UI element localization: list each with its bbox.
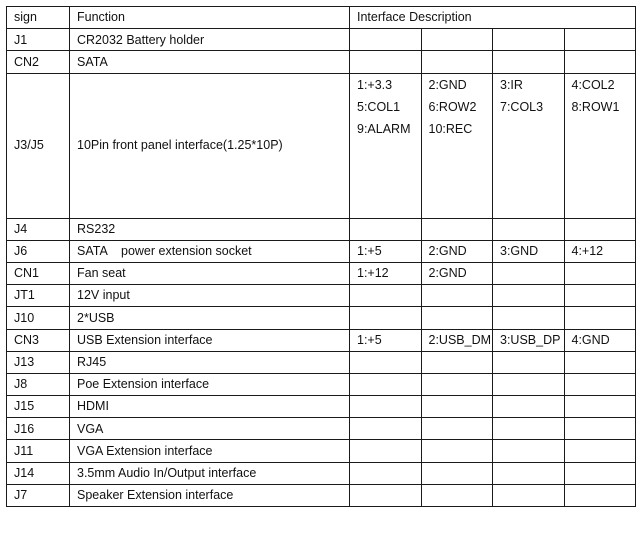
row-sign: CN3 (7, 329, 70, 351)
pin-cell (421, 29, 493, 51)
pin-cell (421, 462, 493, 484)
pin-cell (350, 440, 422, 462)
pin-label: 10:REC (428, 121, 473, 136)
row-function: USB Extension interface (70, 329, 350, 351)
table-row (7, 396, 636, 418)
pin-cell (421, 373, 493, 395)
row-function: CR2032 Battery holder (70, 29, 350, 51)
pin-cell (421, 285, 493, 307)
pin-column (421, 73, 493, 218)
row-sign: J10 (7, 307, 70, 329)
pin-label: 8:ROW1 (571, 99, 620, 114)
pin-cell: 2:GND (421, 262, 493, 284)
pin-cell (564, 484, 636, 506)
row-function: 12V input (70, 285, 350, 307)
pin-cell (493, 484, 565, 506)
pin-cell: 1:+5 (350, 240, 422, 262)
row-function: 10Pin front panel interface(1.25*10P) (70, 73, 350, 218)
row-sign: JT1 (7, 285, 70, 307)
pin-label: 1:+3.3 (357, 77, 393, 92)
table-row (7, 484, 636, 506)
pin-cell (421, 307, 493, 329)
pin-column (564, 73, 636, 218)
pin-cell (493, 218, 565, 240)
row-function: RS232 (70, 218, 350, 240)
pin-cell (493, 29, 565, 51)
row-function: Speaker Extension interface (70, 484, 350, 506)
pin-cell (493, 262, 565, 284)
pin-cell (350, 285, 422, 307)
pin-cell (350, 396, 422, 418)
pin-cell (564, 440, 636, 462)
pin-cell: 2:USB_DM (421, 329, 493, 351)
row-function: Fan seat (70, 262, 350, 284)
table-row (7, 418, 636, 440)
pin-cell (421, 51, 493, 73)
pin-cell: 1:+5 (350, 329, 422, 351)
pin-label: 9:ALARM (357, 121, 411, 136)
pin-cell (350, 29, 422, 51)
row-function: 2*USB (70, 307, 350, 329)
pin-cell (564, 51, 636, 73)
table-row (7, 51, 636, 73)
pin-cell (564, 396, 636, 418)
pin-cell (421, 440, 493, 462)
interface-table (6, 6, 636, 507)
pin-label: 3:IR (500, 77, 523, 92)
row-function: RJ45 (70, 351, 350, 373)
pin-cell (493, 351, 565, 373)
pin-label: 7:COL3 (500, 99, 544, 114)
table-header-row (7, 7, 636, 29)
pin-cell (493, 307, 565, 329)
table-row (7, 329, 636, 351)
pin-cell (493, 373, 565, 395)
pin-cell (350, 373, 422, 395)
pin-cell (564, 218, 636, 240)
pin-cell (421, 218, 493, 240)
pin-cell (350, 484, 422, 506)
pin-cell: 3:USB_DP (493, 329, 565, 351)
pin-label (500, 123, 564, 145)
pin-cell (421, 396, 493, 418)
row-function: Poe Extension interface (70, 373, 350, 395)
row-function: HDMI (70, 396, 350, 418)
table-row (7, 307, 636, 329)
pin-cell (421, 484, 493, 506)
pin-cell (350, 218, 422, 240)
pin-cell: 4:+12 (564, 240, 636, 262)
pin-column (493, 73, 565, 218)
row-function: VGA (70, 418, 350, 440)
pin-cell (564, 462, 636, 484)
pin-label (572, 123, 636, 145)
pin-label: 2:GND (428, 77, 467, 92)
pin-cell (564, 418, 636, 440)
table-row (7, 462, 636, 484)
pin-cell (564, 307, 636, 329)
row-sign: J4 (7, 218, 70, 240)
pin-cell (493, 396, 565, 418)
pin-cell: 2:GND (421, 240, 493, 262)
header-function: Function (70, 7, 350, 29)
table-row (7, 285, 636, 307)
pin-label: 5:COL1 (357, 99, 401, 114)
row-sign: J6 (7, 240, 70, 262)
pin-cell (493, 462, 565, 484)
header-interface-description: Interface Description (350, 7, 636, 29)
table-row (7, 351, 636, 373)
pin-cell (421, 418, 493, 440)
row-sign: J11 (7, 440, 70, 462)
row-sign: J16 (7, 418, 70, 440)
row-function: VGA Extension interface (70, 440, 350, 462)
table-row (7, 440, 636, 462)
pin-cell (350, 462, 422, 484)
pin-cell (564, 285, 636, 307)
row-sign: CN1 (7, 262, 70, 284)
pin-cell (350, 351, 422, 373)
table-row (7, 73, 636, 218)
pin-cell: 1:+12 (350, 262, 422, 284)
table-row (7, 262, 636, 284)
pin-label: 4:COL2 (571, 77, 615, 92)
row-sign: J3/J5 (7, 73, 70, 218)
header-sign: sign (7, 7, 70, 29)
pin-cell (350, 418, 422, 440)
pin-cell (493, 285, 565, 307)
pin-cell (493, 440, 565, 462)
pin-label: 6:ROW2 (428, 99, 477, 114)
pin-cell (564, 351, 636, 373)
pin-cell (493, 51, 565, 73)
table-row (7, 240, 636, 262)
pin-cell (421, 351, 493, 373)
row-function: SATA (70, 51, 350, 73)
table-row (7, 373, 636, 395)
pin-cell (350, 307, 422, 329)
pin-cell (493, 418, 565, 440)
pin-column (350, 73, 422, 218)
row-function: SATA power extension socket (70, 240, 350, 262)
row-sign: J7 (7, 484, 70, 506)
pin-cell: 4:GND (564, 329, 636, 351)
row-sign: CN2 (7, 51, 70, 73)
row-sign: J1 (7, 29, 70, 51)
row-sign: J15 (7, 396, 70, 418)
pin-cell: 3:GND (493, 240, 565, 262)
row-function: 3.5mm Audio In/Output interface (70, 462, 350, 484)
pin-cell (564, 373, 636, 395)
table-row (7, 29, 636, 51)
pin-cell (564, 262, 636, 284)
row-sign: J13 (7, 351, 70, 373)
pin-cell (350, 51, 422, 73)
table-row (7, 218, 636, 240)
pin-cell (564, 29, 636, 51)
row-sign: J14 (7, 462, 70, 484)
row-sign: J8 (7, 373, 70, 395)
